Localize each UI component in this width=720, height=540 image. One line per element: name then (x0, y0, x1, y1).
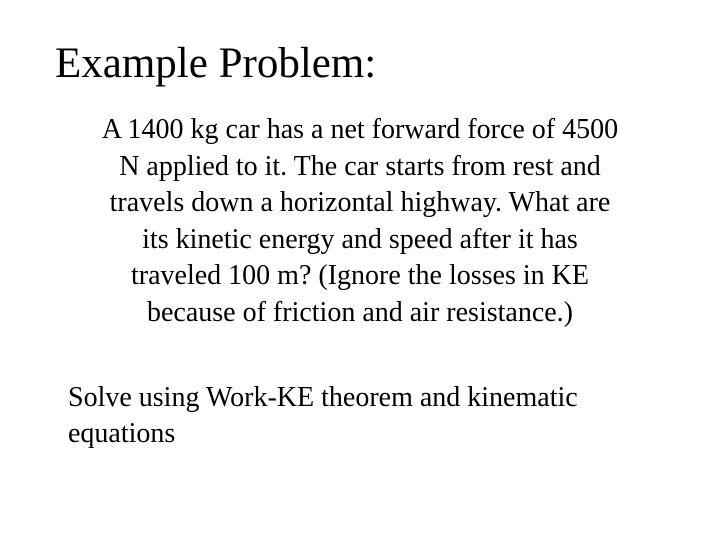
problem-line: N applied to it. The car starts from rest and (119, 150, 601, 182)
instruction-line: Solve using Work-KE theorem and kinematic (68, 382, 578, 413)
slide-title: Example Problem: (55, 40, 377, 87)
instruction-line: equations (68, 418, 176, 449)
problem-line: A 1400 kg car has a net forward force of 4500 (101, 114, 619, 145)
problem-line: traveled 100 m? (Ignore the losses in KE (131, 260, 589, 291)
problem-statement (55, 112, 665, 331)
problem-line: travels down a horizontal highway. What are (109, 187, 611, 218)
problem-line: its kinetic energy and speed after it has (142, 223, 578, 255)
solution-instruction (68, 380, 688, 452)
problem-line: because of friction and air resistance.) (146, 296, 573, 328)
